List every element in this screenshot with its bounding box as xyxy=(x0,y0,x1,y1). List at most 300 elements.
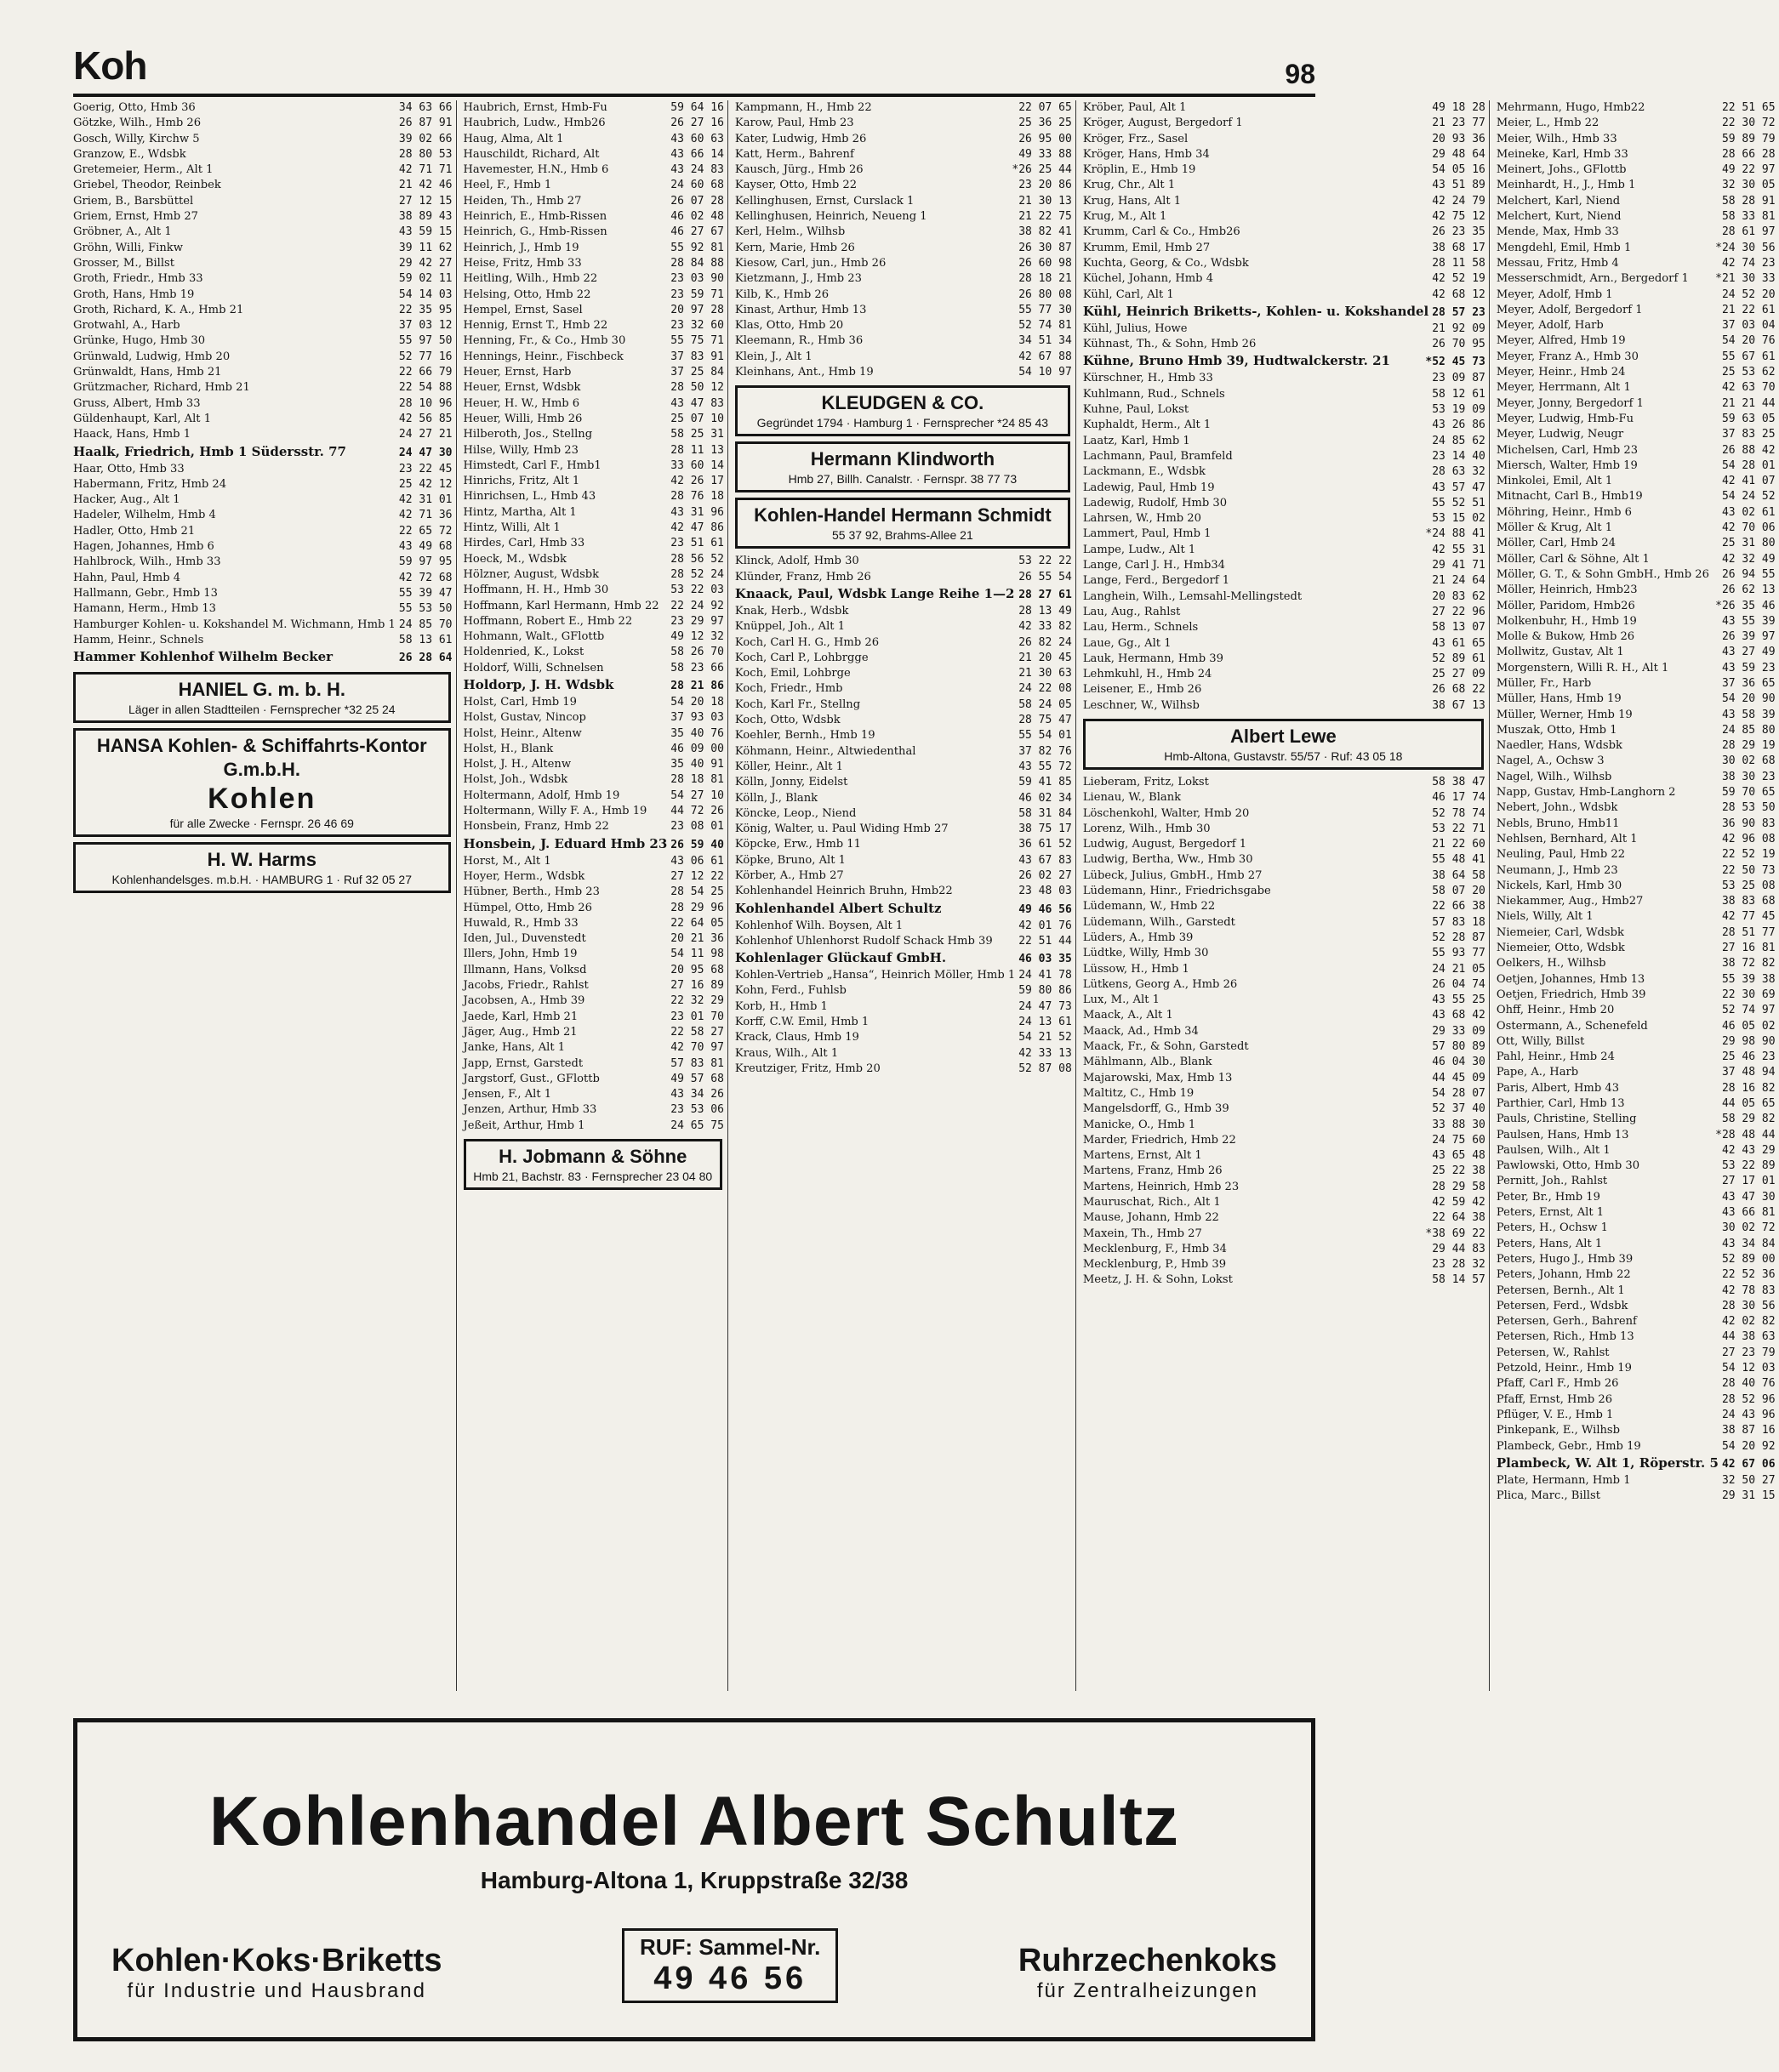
directory-entry xyxy=(1083,178,1485,193)
entry-phone: 24 41 78 xyxy=(1018,969,1072,982)
entry-name: Hintz, Martha, Alt 1 xyxy=(463,505,577,519)
entry-phone: 43 59 15 xyxy=(398,225,453,239)
directory-entry xyxy=(1083,1180,1485,1195)
entry-name: Jacobsen, A., Hmb 39 xyxy=(463,994,585,1008)
entry-name: Kreutziger, Fritz, Hmb 20 xyxy=(734,1062,881,1075)
directory-entry xyxy=(464,1025,724,1040)
entry-phone: 55 53 50 xyxy=(398,602,453,616)
directory-entry xyxy=(464,710,724,726)
directory-columns xyxy=(73,100,1776,1691)
directory-entry xyxy=(735,968,1072,983)
entry-phone: 42 01 76 xyxy=(1018,919,1072,932)
entry-phone: 44 45 09 xyxy=(1432,1071,1485,1084)
directory-entry xyxy=(464,742,724,757)
page-number: 98 xyxy=(1285,59,1315,89)
entry-phone: 27 16 81 xyxy=(1721,942,1776,955)
directory-entry xyxy=(464,993,724,1009)
entry-phone: 26 82 24 xyxy=(1018,635,1072,649)
entry-phone: 28 54 25 xyxy=(670,885,724,899)
directory-entry xyxy=(735,822,1072,837)
entry-phone: 20 83 62 xyxy=(1432,589,1485,603)
entry-name: Lauk, Hermann, Hmb 39 xyxy=(1082,652,1223,665)
entry-phone: 43 60 63 xyxy=(670,132,724,145)
directory-entry xyxy=(1083,543,1485,558)
entry-name: Lüdemann, Wilh., Garstedt xyxy=(1082,915,1235,929)
entry-phone: 25 46 23 xyxy=(1721,1050,1776,1064)
entry-name: Köller, Heinr., Alt 1 xyxy=(734,760,843,773)
entry-phone: 28 52 24 xyxy=(670,567,724,581)
directory-entry xyxy=(464,757,724,772)
entry-name: Morgenstern, Willi R. H., Alt 1 xyxy=(1496,661,1669,675)
directory-entry xyxy=(1083,241,1485,256)
directory-entry xyxy=(1083,337,1485,352)
directory-entry xyxy=(1497,614,1776,629)
entry-phone: 22 64 38 xyxy=(1432,1211,1485,1225)
entry-phone: 21 24 64 xyxy=(1432,574,1485,588)
directory-entry xyxy=(1083,287,1485,303)
entry-phone: 52 89 61 xyxy=(1432,652,1485,665)
entry-phone: 23 59 71 xyxy=(670,287,724,301)
directory-entry xyxy=(464,901,724,916)
entry-name: Petersen, Ferd., Wdsbk xyxy=(1496,1299,1628,1312)
entry-name: Oetjen, Friedrich, Hmb 39 xyxy=(1496,988,1646,1001)
entry-name: Löschenkohl, Walter, Hmb 20 xyxy=(1082,806,1250,820)
directory-entry xyxy=(1083,790,1485,805)
entry-name: Pinkepank, E., Wilhsb xyxy=(1496,1424,1621,1437)
ad-text-l2: Gegründet 1794 · Hamburg 1 · Fernsprecher *24 85 43 xyxy=(756,416,1049,430)
entry-phone: 26 27 16 xyxy=(670,117,724,130)
directory-entry xyxy=(1497,583,1776,598)
entry-phone: 59 80 86 xyxy=(1018,984,1072,998)
entry-name: Krug, Chr., Alt 1 xyxy=(1082,179,1176,192)
entry-name: Lüdemann, W., Hmb 22 xyxy=(1082,900,1216,914)
directory-entry xyxy=(1497,1158,1776,1174)
directory-entry xyxy=(1497,256,1776,271)
entry-phone: 42 78 83 xyxy=(1721,1284,1776,1297)
entry-name: Peters, H., Ochsw 1 xyxy=(1496,1221,1608,1235)
directory-entry xyxy=(73,462,453,477)
entry-name: Mitnacht, Carl B., Hmb19 xyxy=(1496,490,1643,504)
entry-phone: 42 55 31 xyxy=(1432,543,1485,556)
entry-name: Lux, M., Alt 1 xyxy=(1082,993,1160,1007)
directory-entry xyxy=(1497,817,1776,832)
directory-entry xyxy=(1083,822,1485,837)
directory-entry xyxy=(1497,1454,1776,1473)
entry-phone: 26 80 08 xyxy=(1018,287,1072,301)
directory-entry xyxy=(1083,1164,1485,1179)
entry-name: Jensen, F., Alt 1 xyxy=(463,1088,552,1101)
entry-phone: 24 47 30 xyxy=(398,446,453,459)
entry-phone: 26 68 22 xyxy=(1432,683,1485,697)
entry-name: Kuphaldt, Herm., Alt 1 xyxy=(1082,418,1212,432)
entry-name: Güldenhaupt, Karl, Alt 1 xyxy=(73,412,212,425)
entry-name: Krug, Hans, Alt 1 xyxy=(1082,194,1182,208)
directory-entry xyxy=(1083,667,1485,682)
entry-phone: 58 26 70 xyxy=(670,646,724,659)
directory-entry xyxy=(1497,1346,1776,1361)
directory-entry xyxy=(464,567,724,583)
entry-name: Paris, Albert, Hmb 43 xyxy=(1496,1081,1620,1095)
entry-name: Krumm, Emil, Hmb 27 xyxy=(1082,241,1211,254)
entry-name: Muszak, Otto, Hmb 1 xyxy=(1496,723,1617,737)
directory-entry xyxy=(735,287,1072,303)
entry-name: Heuer, Ernst, Wdsbk xyxy=(463,381,581,395)
entry-name: Kröplin, E., Hmb 19 xyxy=(1082,163,1196,177)
entry-phone: 38 83 68 xyxy=(1721,895,1776,908)
entry-phone: 55 92 81 xyxy=(670,241,724,254)
entry-phone: 43 27 49 xyxy=(1721,646,1776,659)
entry-phone: 26 88 42 xyxy=(1721,443,1776,457)
entry-phone: 22 54 88 xyxy=(398,381,453,395)
entry-phone: 23 03 90 xyxy=(670,272,724,286)
directory-entry xyxy=(464,583,724,598)
entry-name: Kerl, Helm., Wilhsb xyxy=(734,225,846,239)
entry-name: Kohlenhof Uhlenhorst Rudolf Schack Hmb 39 xyxy=(734,934,993,948)
entry-phone: 58 33 81 xyxy=(1721,210,1776,224)
entry-name: Nagel, Wilh., Wilhsb xyxy=(1496,770,1612,783)
directory-entry xyxy=(1083,931,1485,946)
directory-entry xyxy=(1497,1034,1776,1050)
entry-name: Grotwahl, A., Harb xyxy=(73,319,180,333)
directory-entry xyxy=(1497,350,1776,365)
entry-phone: 28 18 21 xyxy=(1018,272,1072,286)
entry-phone: 55 67 61 xyxy=(1721,350,1776,363)
directory-entry xyxy=(1083,775,1485,790)
entry-phone: 37 25 84 xyxy=(670,366,724,379)
directory-entry xyxy=(464,599,724,614)
directory-entry xyxy=(464,271,724,287)
entry-phone: 21 22 60 xyxy=(1432,838,1485,851)
entry-name: Lütkens, Georg A., Hmb 26 xyxy=(1082,977,1238,991)
directory-entry xyxy=(464,772,724,788)
entry-name: Minkolei, Emil, Alt 1 xyxy=(1496,475,1613,488)
directory-entry xyxy=(464,536,724,551)
directory-entry xyxy=(464,365,724,380)
entry-phone: 34 63 66 xyxy=(398,101,453,114)
directory-entry xyxy=(73,225,453,240)
directory-entry xyxy=(464,629,724,645)
directory-entry xyxy=(1083,527,1485,542)
entry-phone: 23 09 87 xyxy=(1432,372,1485,385)
entry-name: Lehmkuhl, H., Hmb 24 xyxy=(1082,668,1212,681)
directory-entry xyxy=(464,412,724,427)
entry-name: Müller, Fr., Harb xyxy=(1496,676,1592,690)
entry-phone: 54 21 52 xyxy=(1018,1031,1072,1045)
directory-entry xyxy=(735,884,1072,899)
entry-name: Mause, Johann, Hmb 22 xyxy=(1082,1211,1219,1225)
entry-name: Heise, Fritz, Hmb 33 xyxy=(463,256,582,270)
entry-name: Meier, L., Hmb 22 xyxy=(1496,117,1599,130)
directory-entry xyxy=(464,287,724,303)
entry-name: Martens, Heinrich, Hmb 23 xyxy=(1082,1180,1240,1193)
entry-name: Kern, Marie, Hmb 26 xyxy=(734,241,855,254)
entry-name: Meyer, Ludwig, Neugr xyxy=(1496,428,1624,441)
entry-phone: 59 70 65 xyxy=(1721,786,1776,800)
entry-phone: 23 20 86 xyxy=(1018,179,1072,192)
entry-name: Jenzen, Arthur, Hmb 33 xyxy=(463,1103,597,1117)
entry-phone: 22 65 72 xyxy=(398,524,453,538)
directory-entry xyxy=(464,1010,724,1025)
entry-name: Haubrich, Ernst, Hmb-Fu xyxy=(463,101,607,114)
directory-entry xyxy=(73,287,453,303)
directory-entry xyxy=(73,178,453,193)
directory-entry xyxy=(1083,1086,1485,1101)
entry-name: Meyer, Adolf, Harb xyxy=(1496,319,1604,333)
entry-phone: 43 67 83 xyxy=(1018,853,1072,867)
directory-entry xyxy=(1083,868,1485,884)
directory-entry xyxy=(735,209,1072,225)
entry-phone: 42 72 68 xyxy=(398,571,453,584)
entry-phone: 38 68 17 xyxy=(1432,241,1485,254)
directory-entry xyxy=(1497,629,1776,645)
directory-entry xyxy=(1497,412,1776,427)
directory-entry xyxy=(1497,427,1776,442)
directory-entry xyxy=(464,552,724,567)
entry-phone: 28 76 18 xyxy=(670,490,724,504)
directory-entry xyxy=(1497,1205,1776,1221)
entry-phone: 42 02 82 xyxy=(1721,1315,1776,1329)
directory-entry xyxy=(1497,567,1776,583)
entry-name: Illmann, Hans, Volksd xyxy=(463,963,587,976)
entry-phone: 28 66 28 xyxy=(1721,147,1776,161)
entry-phone: 26 94 55 xyxy=(1721,567,1776,581)
directory-entry xyxy=(73,524,453,539)
entry-name: Leisener, E., Hmb 26 xyxy=(1082,683,1202,697)
entry-phone: 52 37 40 xyxy=(1432,1102,1485,1116)
entry-phone: 53 15 02 xyxy=(1432,512,1485,526)
entry-phone: 25 27 09 xyxy=(1432,668,1485,681)
entry-name: Pfaff, Carl F., Hmb 26 xyxy=(1496,1377,1619,1391)
ad-text-l1: H. W. Harms xyxy=(207,849,316,871)
entry-name: Karow, Paul, Hmb 23 xyxy=(734,117,854,130)
entry-name: Langhein, Wilh., Lemsahl-Mellingstedt xyxy=(1082,589,1303,603)
directory-entry xyxy=(1497,1003,1776,1018)
directory-entry xyxy=(1083,573,1485,589)
ad-left-big: Kohlen·Koks·Briketts xyxy=(111,1943,442,1978)
directory-entry xyxy=(464,225,724,240)
ad-text-l2: 55 37 92, Brahms-Allee 21 xyxy=(831,528,973,543)
entry-phone: 44 05 65 xyxy=(1721,1097,1776,1110)
directory-entry xyxy=(464,804,724,819)
entry-name: Hirdes, Carl, Hmb 33 xyxy=(463,537,585,550)
entry-phone: 26 55 54 xyxy=(1018,570,1072,583)
advertisement-box xyxy=(735,441,1070,492)
entry-name: Plambeck, W. Alt 1, Röperstr. 5 xyxy=(1496,1454,1719,1471)
directory-entry xyxy=(1497,1128,1776,1143)
entry-name: Hallmann, Gebr., Hmb 13 xyxy=(73,586,218,600)
entry-phone: 24 85 80 xyxy=(1721,723,1776,737)
entry-phone: 44 72 26 xyxy=(670,805,724,818)
entry-phone: 37 83 91 xyxy=(670,350,724,363)
entry-name: Jeßeit, Arthur, Hmb 1 xyxy=(463,1119,585,1132)
entry-phone: 28 51 77 xyxy=(1721,925,1776,939)
entry-phone: 55 77 30 xyxy=(1018,303,1072,316)
entry-name: Messerschmidt, Arn., Bergedorf 1 xyxy=(1496,272,1689,286)
directory-entry xyxy=(1083,132,1485,147)
entry-phone: 55 52 51 xyxy=(1432,496,1485,509)
entry-name: Kürschner, H., Hmb 33 xyxy=(1082,372,1213,385)
ad-text-l2: Hmb 27, Billh. Canalstr. · Fernspr. 38 77 73 xyxy=(788,472,1018,487)
directory-entry xyxy=(735,554,1072,569)
directory-entry xyxy=(73,116,453,131)
entry-name: Groth, Richard, K. A., Hmb 21 xyxy=(73,303,244,316)
entry-phone: 43 55 25 xyxy=(1432,993,1485,1007)
entry-name: Oetjen, Johannes, Hmb 13 xyxy=(1496,972,1645,986)
entry-phone: 43 26 86 xyxy=(1432,418,1485,432)
directory-entry xyxy=(1083,147,1485,162)
entry-phone: 28 21 86 xyxy=(670,679,724,692)
entry-name: Henning, Fr., & Co., Hmb 30 xyxy=(463,334,626,348)
entry-name: Heuer, H. W., Hmb 6 xyxy=(463,396,580,410)
entry-phone: 43 65 48 xyxy=(1432,1149,1485,1163)
directory-entry xyxy=(735,651,1072,666)
entry-name: Ladewig, Rudolf, Hmb 30 xyxy=(1082,496,1228,509)
directory-entry xyxy=(1083,915,1485,931)
directory-entry xyxy=(735,791,1072,806)
entry-name: Krumm, Carl & Co., Hmb26 xyxy=(1082,225,1240,239)
directory-entry xyxy=(1497,925,1776,941)
entry-phone: 29 33 09 xyxy=(1432,1024,1485,1038)
entry-name: Hoffmann, Karl Hermann, Hmb 22 xyxy=(463,599,659,612)
entry-phone: 52 74 97 xyxy=(1721,1004,1776,1017)
advertisement-box xyxy=(1083,719,1484,770)
entry-phone: 37 03 04 xyxy=(1721,319,1776,333)
entry-phone: 49 46 56 xyxy=(1018,902,1072,916)
entry-phone: 42 70 97 xyxy=(670,1041,724,1055)
entry-phone: 28 52 96 xyxy=(1721,1392,1776,1406)
entry-phone: 22 52 36 xyxy=(1721,1268,1776,1282)
entry-phone: 28 57 23 xyxy=(1432,305,1485,319)
entry-name: Gretemeier, Herm., Alt 1 xyxy=(73,163,214,177)
entry-name: Köpke, Bruno, Alt 1 xyxy=(734,853,846,867)
directory-entry xyxy=(464,241,724,256)
entry-phone: 28 29 58 xyxy=(1432,1180,1485,1193)
entry-name: Illers, John, Hmb 19 xyxy=(463,948,578,961)
directory-entry xyxy=(1083,1195,1485,1210)
entry-phone: 42 26 17 xyxy=(670,475,724,488)
entry-phone: 42 96 08 xyxy=(1721,832,1776,845)
directory-entry xyxy=(1497,147,1776,162)
directory-column-4 xyxy=(1083,100,1490,1691)
directory-entry xyxy=(735,728,1072,743)
directory-entry xyxy=(464,835,724,854)
entry-phone: 39 11 62 xyxy=(398,241,453,254)
directory-entry xyxy=(464,1087,724,1102)
entry-name: Krug, M., Alt 1 xyxy=(1082,210,1167,224)
entry-phone: 55 75 71 xyxy=(670,334,724,348)
entry-phone: 21 92 09 xyxy=(1432,322,1485,335)
entry-name: Kühnast, Th., & Sohn, Hmb 26 xyxy=(1082,338,1257,351)
entry-name: Heuer, Willi, Hmb 26 xyxy=(463,412,583,425)
entry-phone: 23 08 01 xyxy=(670,820,724,834)
directory-entry xyxy=(1083,464,1485,480)
ad-title: Kohlenhandel Albert Schultz xyxy=(208,1783,1180,1860)
directory-entry xyxy=(1083,352,1485,371)
directory-entry xyxy=(735,934,1072,949)
directory-entry xyxy=(735,983,1072,999)
entry-phone: 26 95 00 xyxy=(1018,132,1072,145)
directory-entry xyxy=(1083,977,1485,993)
directory-entry xyxy=(1083,1210,1485,1226)
entry-phone: 58 24 05 xyxy=(1018,697,1072,711)
entry-name: Jacobs, Friedr., Rahlst xyxy=(463,979,589,993)
entry-name: Heuer, Ernst, Harb xyxy=(463,366,572,379)
directory-entry xyxy=(735,919,1072,934)
entry-phone: 21 30 63 xyxy=(1018,667,1072,680)
directory-entry xyxy=(735,256,1072,271)
entry-phone: 26 39 97 xyxy=(1721,630,1776,644)
entry-phone: 22 30 69 xyxy=(1721,988,1776,1001)
directory-entry xyxy=(1497,708,1776,723)
entry-name: Niels, Willy, Alt 1 xyxy=(1496,910,1594,924)
entry-name: Kohlen-Vertrieb „Hansa“, Heinrich Möller, Hmb 1 xyxy=(734,969,1016,982)
entry-phone: 57 83 81 xyxy=(670,1056,724,1070)
entry-name: Himstedt, Carl F., Hmb1 xyxy=(463,458,602,472)
entry-phone: 26 23 35 xyxy=(1432,225,1485,239)
directory-entry xyxy=(735,271,1072,287)
entry-phone: 30 02 68 xyxy=(1721,754,1776,768)
entry-phone: 58 13 61 xyxy=(398,633,453,646)
entry-name: Meineke, Karl, Hmb 33 xyxy=(1496,147,1628,161)
directory-entry xyxy=(464,505,724,521)
entry-name: Möller, Paridom, Hmb26 xyxy=(1496,599,1635,612)
entry-phone: 46 02 34 xyxy=(1018,791,1072,805)
entry-name: Korff, C.W. Emil, Hmb 1 xyxy=(734,1016,870,1029)
directory-entry xyxy=(1083,946,1485,961)
entry-phone: 42 33 82 xyxy=(1018,620,1072,634)
entry-name: Kühl, Carl, Alt 1 xyxy=(1082,287,1174,301)
directory-entry xyxy=(1083,589,1485,605)
entry-phone: 27 12 22 xyxy=(670,869,724,883)
directory-entry xyxy=(1497,1329,1776,1345)
directory-entry xyxy=(464,132,724,147)
entry-phone: 43 47 83 xyxy=(670,396,724,410)
entry-phone: 59 97 95 xyxy=(398,555,453,569)
entry-phone: 46 17 74 xyxy=(1432,791,1485,805)
directory-entry xyxy=(1083,652,1485,667)
entry-name: Petersen, Bernh., Alt 1 xyxy=(1496,1284,1625,1297)
directory-entry xyxy=(464,931,724,947)
entry-name: Hammer Kohlenhof Wilhelm Becker xyxy=(73,649,334,665)
entry-name: Hinrichsen, L., Hmb 43 xyxy=(463,490,596,504)
directory-entry xyxy=(1497,1267,1776,1283)
entry-phone: 28 56 52 xyxy=(670,552,724,566)
entry-name: Janke, Hans, Alt 1 xyxy=(463,1041,566,1055)
entry-phone: 24 43 96 xyxy=(1721,1408,1776,1421)
entry-name: Lackmann, E., Wdsbk xyxy=(1082,465,1206,479)
entry-name: Parthier, Carl, Hmb 13 xyxy=(1496,1097,1625,1110)
entry-name: Ludwig, Bertha, Ww., Hmb 30 xyxy=(1082,853,1253,867)
entry-name: Meyer, Heinr., Hmb 24 xyxy=(1496,366,1626,379)
entry-phone: 26 30 87 xyxy=(1018,241,1072,254)
entry-name: Kuchta, Georg, & Co., Wdsbk xyxy=(1082,256,1249,270)
entry-name: Hümpel, Otto, Hmb 26 xyxy=(463,901,592,914)
entry-name: Messau, Fritz, Hmb 4 xyxy=(1496,256,1619,270)
entry-phone: 37 36 65 xyxy=(1721,676,1776,690)
entry-phone: 38 87 16 xyxy=(1721,1424,1776,1437)
entry-name: Hadeler, Wilhelm, Hmb 4 xyxy=(73,509,216,522)
directory-entry xyxy=(464,1119,724,1134)
entry-phone: 23 29 97 xyxy=(670,614,724,628)
directory-entry xyxy=(73,162,453,178)
directory-entry xyxy=(73,333,453,349)
entry-name: Maack, Ad., Hmb 34 xyxy=(1082,1024,1199,1038)
entry-name: Meyer, Franz A., Hmb 30 xyxy=(1496,350,1639,363)
entry-name: Paulsen, Wilh., Alt 1 xyxy=(1496,1143,1611,1157)
entry-phone: 49 12 32 xyxy=(670,630,724,644)
entry-name: Meyer, Adolf, Bergedorf 1 xyxy=(1496,303,1643,316)
entry-name: Maack, Fr., & Sohn, Garstedt xyxy=(1082,1040,1249,1054)
